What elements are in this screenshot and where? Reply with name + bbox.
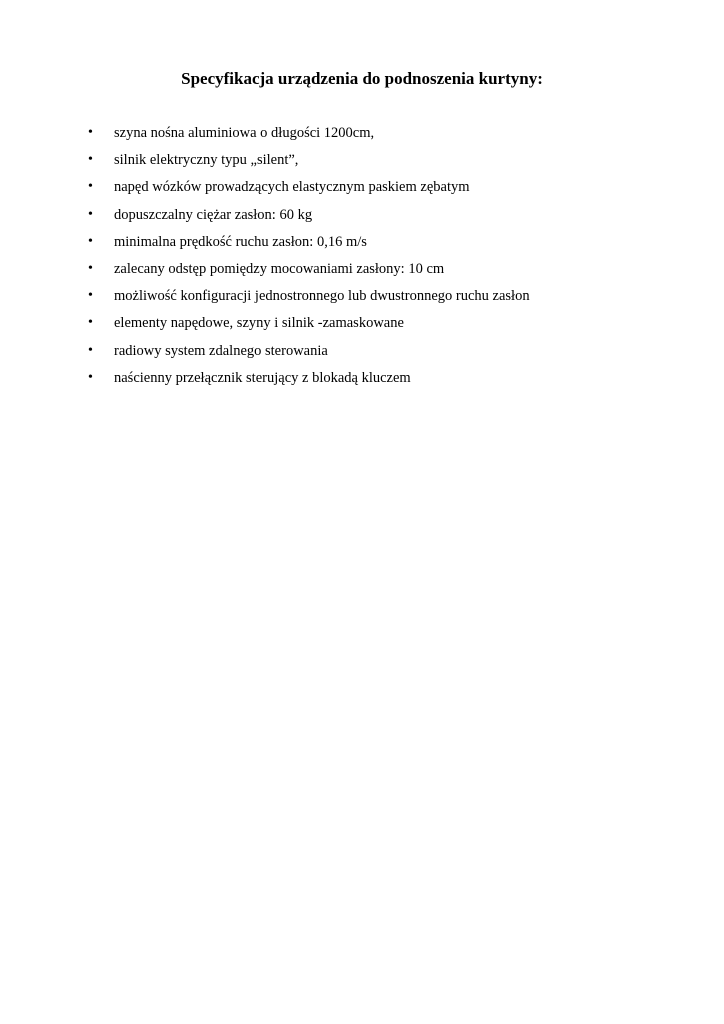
list-item-text: napęd wózków prowadzących elastycznym paskiem zębatym bbox=[114, 179, 470, 196]
list-item bbox=[88, 176, 688, 203]
list-item bbox=[88, 340, 688, 367]
page-title: Specyfikacja urządzenia do podnoszenia kurtyny: bbox=[181, 69, 543, 88]
list-item bbox=[88, 122, 688, 149]
list-item-text: możliwość konfiguracji jednostronnego lub dwustronnego ruchu zasłon bbox=[114, 288, 530, 305]
bullet-icon: • bbox=[88, 369, 93, 385]
list-item bbox=[88, 258, 688, 285]
list-item-text: radiowy system zdalnego sterowania bbox=[114, 342, 328, 359]
list-item-text: dopuszczalny ciężar zasłon: 60 kg bbox=[114, 206, 313, 223]
list-item-text: szyna nośna aluminiowa o długości 1200cm, bbox=[114, 125, 375, 141]
bullet-icon: • bbox=[88, 233, 93, 249]
bullet-icon: • bbox=[88, 179, 93, 195]
list-item-text: minimalna prędkość ruchu zasłon: 0,16 m/s bbox=[114, 233, 367, 250]
list-item bbox=[88, 367, 688, 394]
list-item-text: elementy napędowe, szyny i silnik -zamaskowane bbox=[114, 315, 404, 332]
specification-list bbox=[88, 122, 688, 394]
bullet-icon: • bbox=[88, 206, 93, 222]
list-item-text: zalecany odstęp pomiędzy mocowaniami zasłony: 10 cm bbox=[114, 260, 445, 277]
list-item-text: naścienny przełącznik sterujący z blokadą kluczem bbox=[114, 369, 411, 386]
bullet-icon: • bbox=[88, 315, 93, 331]
list-item bbox=[88, 149, 688, 176]
list-item bbox=[88, 312, 688, 339]
list-item bbox=[88, 231, 688, 258]
bullet-icon: • bbox=[88, 260, 93, 276]
bullet-icon: • bbox=[88, 288, 93, 304]
list-item-text: silnik elektryczny typu „silent”, bbox=[114, 152, 299, 169]
bullet-icon: • bbox=[88, 342, 93, 358]
bullet-icon: • bbox=[88, 152, 93, 168]
list-item bbox=[88, 285, 688, 312]
list-item bbox=[88, 204, 688, 231]
bullet-icon: • bbox=[88, 125, 93, 140]
